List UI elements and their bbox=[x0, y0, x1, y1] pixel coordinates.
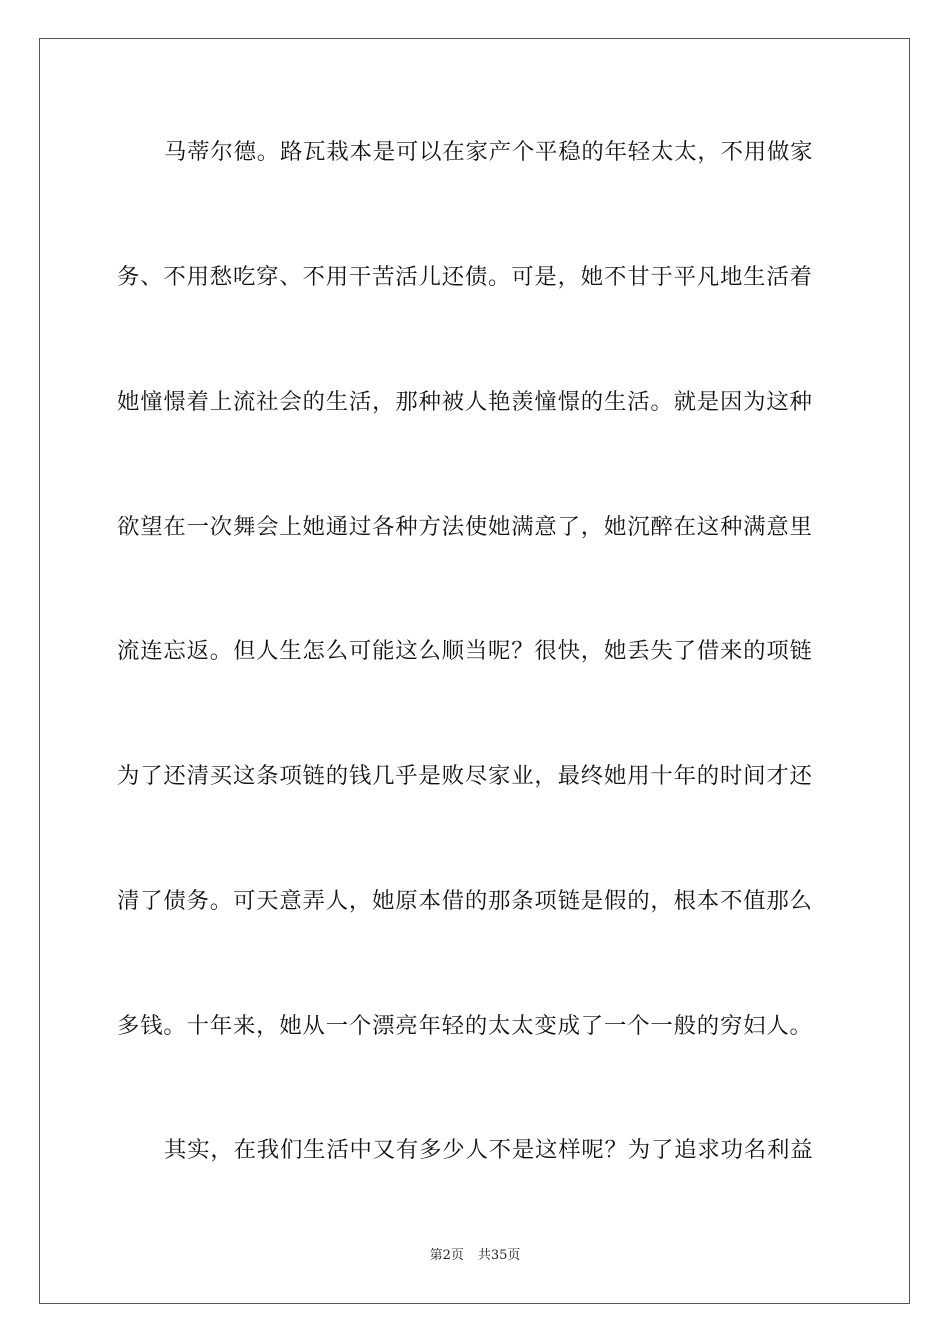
paragraph-line-9: 其实，在我们生活中又有多少人不是这样呢？为了追求功名利益 bbox=[164, 1137, 814, 1163]
paragraph-line-1: 马蒂尔德。路瓦栽本是可以在家产个平稳的年轻太太，不用做家 bbox=[164, 139, 814, 165]
paragraph-line-6: 为了还清买这条项链的钱几乎是败尽家业，最终她用十年的时间才还 bbox=[117, 763, 813, 789]
paragraph-line-3: 她憧憬着上流社会的生活，那种被人艳羡憧憬的生活。就是因为这种 bbox=[117, 389, 813, 415]
current-page-label: 第2页 bbox=[429, 1248, 464, 1263]
paragraph-line-8: 多钱。十年来，她从一个漂亮年轻的太太变成了一个一般的穷妇人。 bbox=[117, 1013, 813, 1039]
total-pages-label: 共35页 bbox=[477, 1248, 521, 1263]
paragraph-line-2: 务、不用愁吃穿、不用干苦活儿还债。可是，她不甘于平凡地生活着 bbox=[117, 264, 813, 290]
paragraph-line-5: 流连忘返。但人生怎么可能这么顺当呢？很快，她丢失了借来的项链 bbox=[117, 638, 813, 664]
page-footer bbox=[0, 1247, 950, 1265]
paragraph-line-4: 欲望在一次舞会上她通过各种方法使她满意了，她沉醉在这种满意里 bbox=[117, 514, 813, 540]
page-border bbox=[39, 38, 910, 1304]
paragraph-line-7: 清了债务。可天意弄人，她原本借的那条项链是假的，根本不值那么 bbox=[117, 888, 813, 914]
